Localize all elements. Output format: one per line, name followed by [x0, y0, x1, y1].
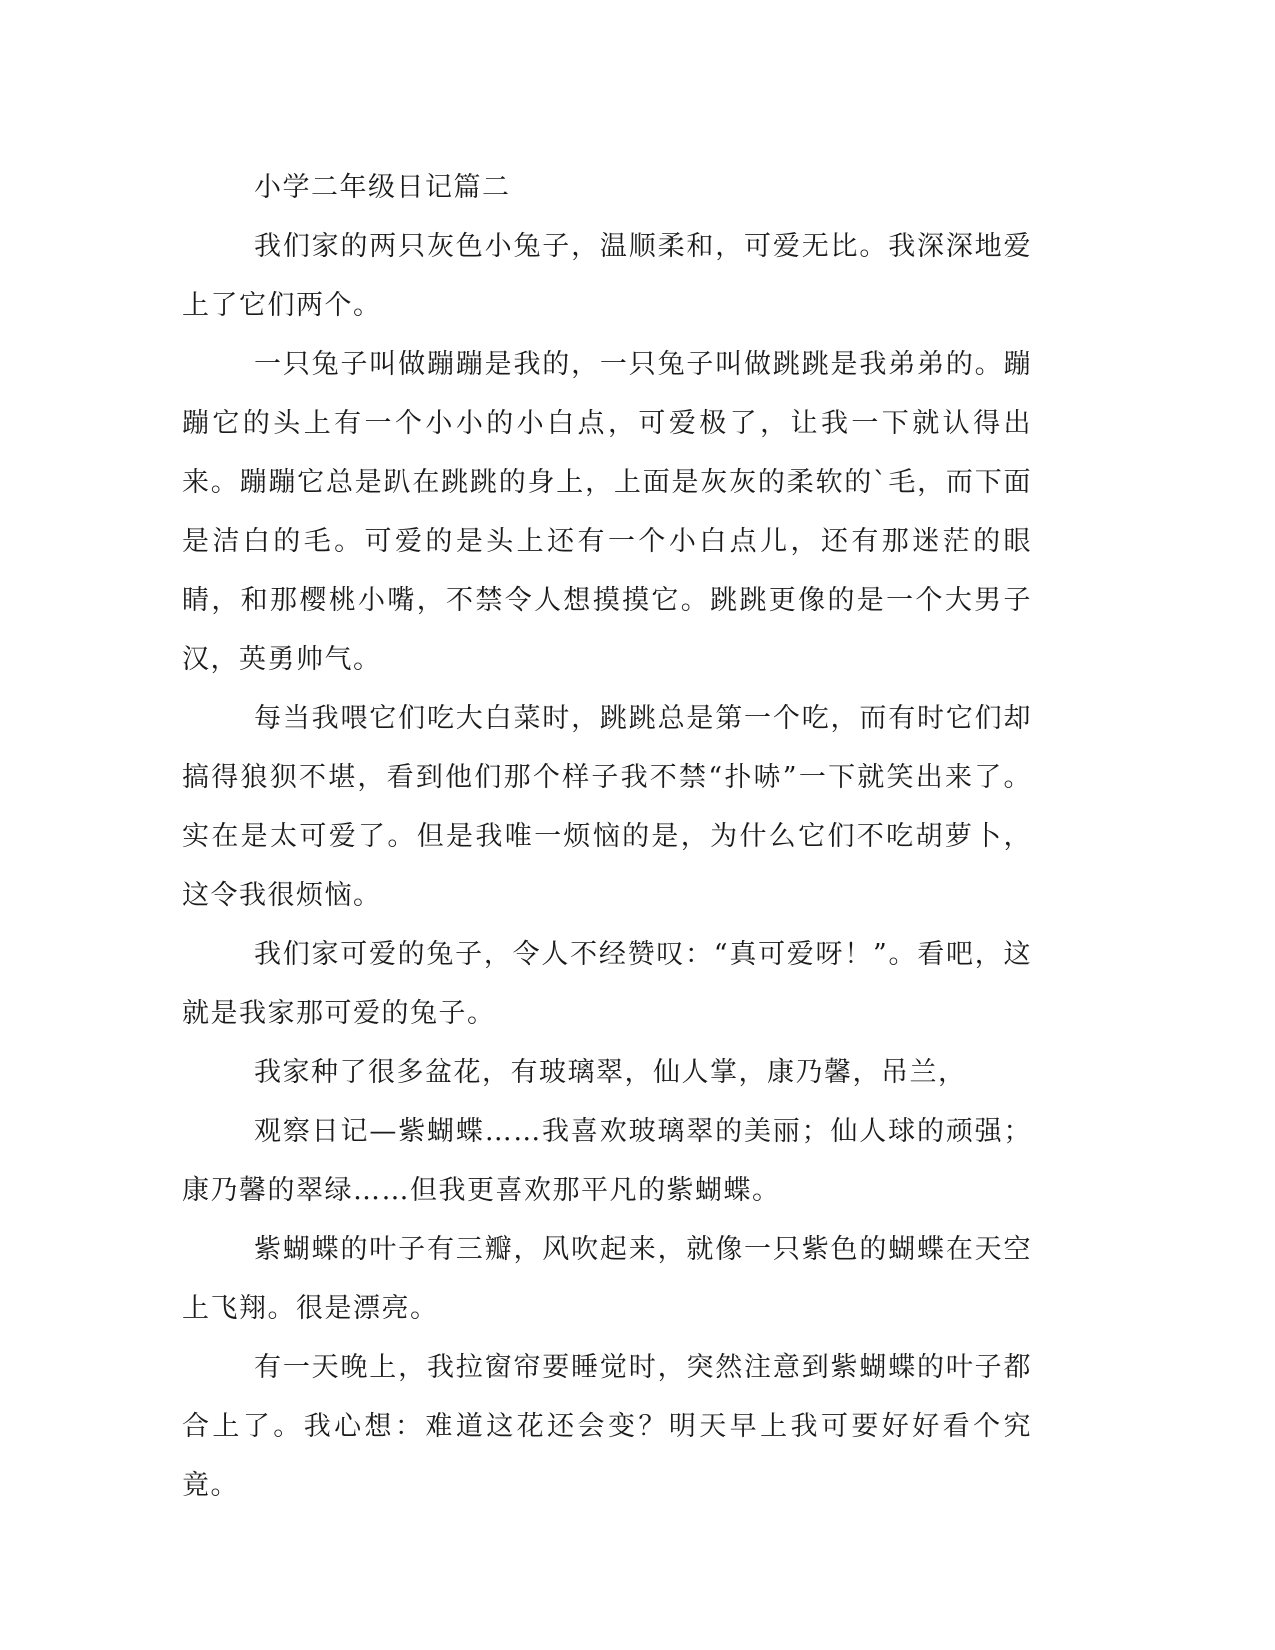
document-body — [182, 158, 1032, 1515]
paragraph-2: 一只兔子叫做蹦蹦是我的，一只兔子叫做跳跳是我弟弟的。蹦蹦它的头上有一个小小的小白点，可爱极了，让我一下就认得出来。蹦蹦它总是趴在跳跳的身上，上面是灰灰的柔软的`毛，而下面是洁白的毛。可爱的是头上还有一个小白点儿，还有那迷茫的眼睛，和那樱桃小嘴，不禁令人想摸摸它。跳跳更像的是一个大男子汉，英勇帅气。 — [182, 349, 1032, 675]
paragraph-7: 紫蝴蝶的叶子有三瓣，风吹起来，就像一只紫色的蝴蝶在天空上飞翔。很是漂亮。 — [182, 1234, 1032, 1324]
paragraph-8: 有一天晚上，我拉窗帘要睡觉时，突然注意到紫蝴蝶的叶子都合上了。我心想：难道这花还会变？明天早上我可要好好看个究竟。 — [182, 1352, 1032, 1501]
paragraph-4: 我们家可爱的兔子，令人不经赞叹：“真可爱呀！”。看吧，这就是我家那可爱的兔子。 — [182, 939, 1032, 1029]
paragraph-6: 观察日记—紫蝴蝶……我喜欢玻璃翠的美丽；仙人球的顽强；康乃馨的翠绿……但我更喜欢那平凡的紫蝴蝶。 — [182, 1116, 1032, 1206]
paragraph-5: 我家种了很多盆花，有玻璃翠，仙人掌，康乃馨，吊兰， — [254, 1057, 967, 1088]
paragraph-1: 我们家的两只灰色小兔子，温顺柔和，可爱无比。我深深地爱上了它们两个。 — [182, 231, 1032, 321]
paragraph-3: 每当我喂它们吃大白菜时，跳跳总是第一个吃，而有时它们却搞得狼狈不堪，看到他们那个样子我不禁“扑哧”一下就笑出来了。实在是太可爱了。但是我唯一烦恼的是，为什么它们不吃胡萝卜，这令我很烦恼。 — [182, 703, 1032, 911]
document-title: 小学二年级日记篇二 — [254, 172, 511, 203]
